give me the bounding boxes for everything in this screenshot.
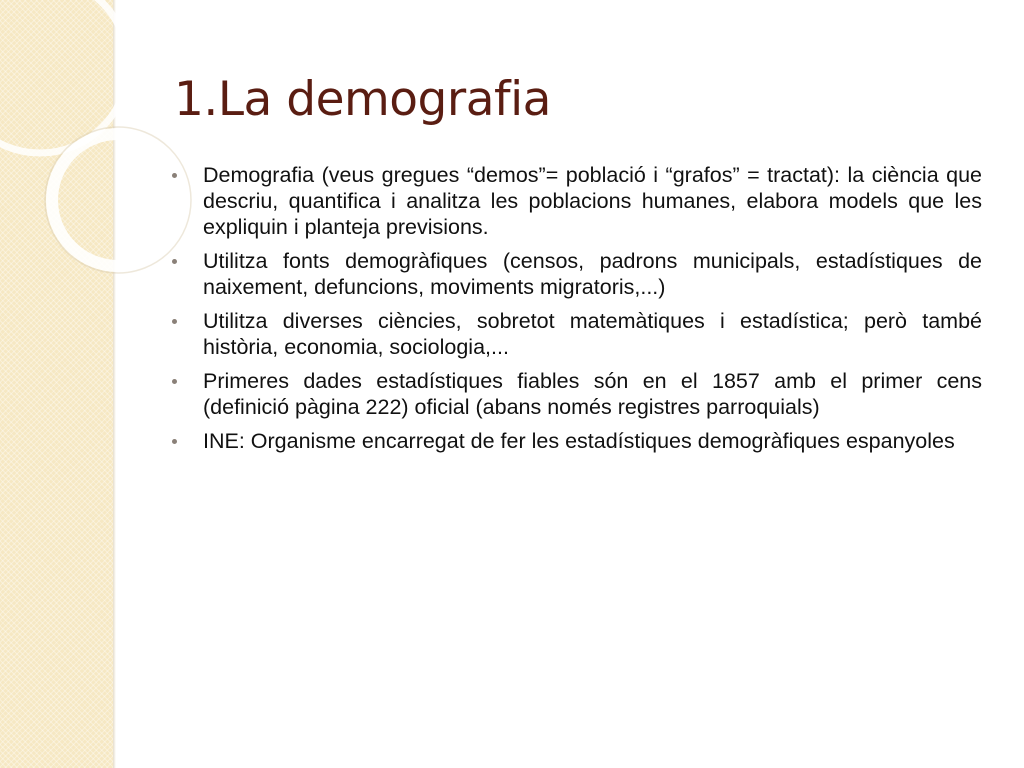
bullet-item bbox=[172, 368, 982, 420]
bullet-dot-icon bbox=[172, 319, 177, 324]
bullet-text: Utilitza fonts demogràfiques (censos, padrons municipals, estadístiques de naixement, defuncions, moviments migratoris,...) bbox=[203, 249, 982, 299]
bullet-item bbox=[172, 428, 982, 454]
bullet-dot-icon bbox=[172, 259, 177, 264]
bullet-dot-icon bbox=[172, 439, 177, 444]
bullet-text: Primeres dades estadístiques fiables són en el 1857 amb el primer cens (definició pàgina 222) oficial (abans només registres parroquials) bbox=[203, 369, 982, 419]
bullet-item bbox=[172, 162, 982, 240]
bullet-dot-icon bbox=[172, 379, 177, 384]
bullet-text: Demografia (veus gregues “demos”= població i “grafos” = tractat): la ciència que descriu, quantifica i analitza les poblacions humanes, elabora models que les expliquin i planteja previsions. bbox=[203, 163, 982, 239]
bullet-list bbox=[172, 162, 982, 462]
slide-title: 1.La demografia bbox=[174, 72, 551, 127]
side-band bbox=[0, 0, 113, 768]
bullet-text: INE: Organisme encarregat de fer les estadístiques demogràfiques espanyoles bbox=[203, 429, 955, 453]
bullet-dot-icon bbox=[172, 173, 177, 178]
bullet-item bbox=[172, 308, 982, 360]
bullet-item bbox=[172, 248, 982, 300]
side-band-edge bbox=[113, 0, 116, 768]
bullet-text: Utilitza diverses ciències, sobretot matemàtiques i estadística; però també història, economia, sociologia,... bbox=[203, 309, 982, 359]
